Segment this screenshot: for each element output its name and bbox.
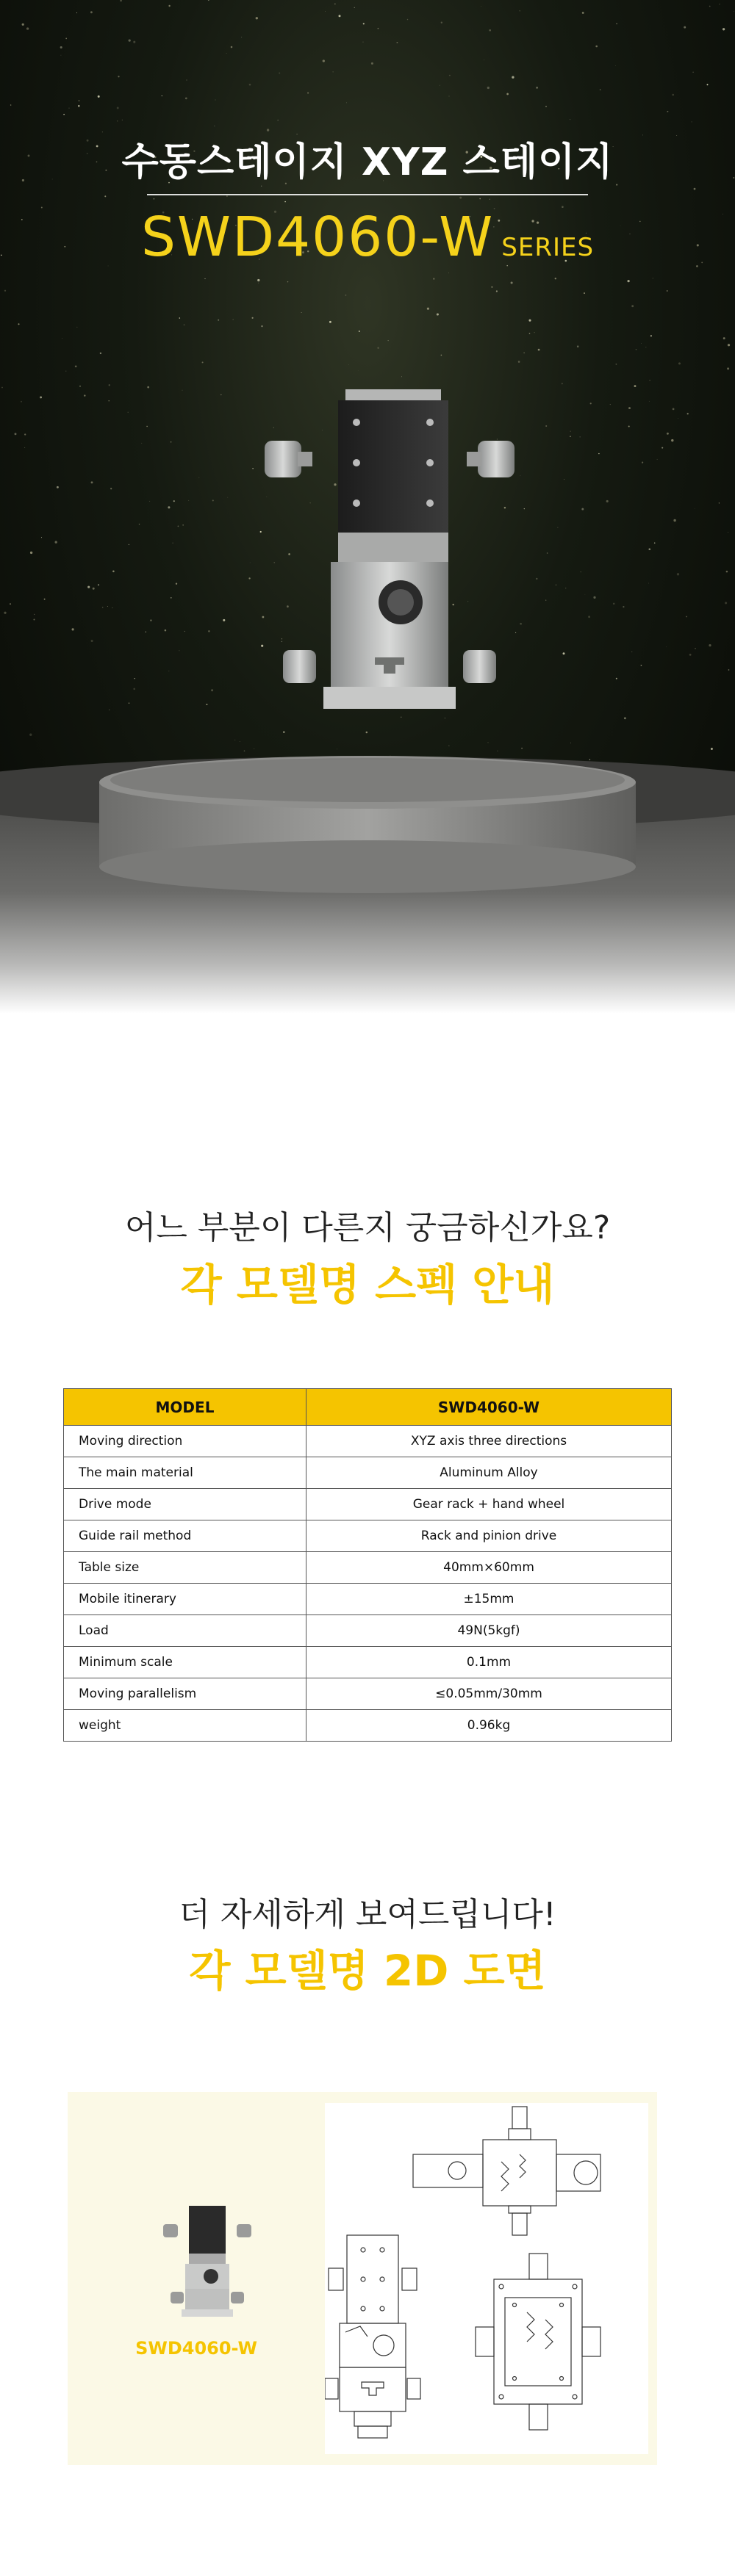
display-pedestal <box>0 749 735 1014</box>
spec-row <box>64 1457 672 1489</box>
spec-row-label: The main material <box>64 1457 306 1489</box>
spec-row <box>64 1489 672 1520</box>
spec-section-subtitle: 어느 부분이 다른지 궁금하신가요? <box>124 1209 611 1246</box>
hero-series-label: SERIES <box>501 233 595 262</box>
spec-row-value: Rack and pinion drive <box>306 1520 672 1552</box>
spec-row <box>64 1584 672 1615</box>
drawing-section-title: 각 모델명 2D 도면 <box>189 1946 546 1996</box>
spec-table <box>63 1388 672 1742</box>
spec-row-label: Table size <box>64 1552 306 1584</box>
spec-row-value: XYZ axis three directions <box>306 1426 672 1457</box>
spec-row <box>64 1520 672 1552</box>
spec-row-value: ≤0.05mm/30mm <box>306 1678 672 1710</box>
spec-row <box>64 1647 672 1678</box>
spec-row-value: Gear rack + hand wheel <box>306 1489 672 1520</box>
spec-section-title: 각 모델명 스펙 안내 <box>180 1260 555 1310</box>
drawing-panel <box>68 2092 657 2465</box>
spec-row-label: Mobile itinerary <box>64 1584 306 1615</box>
spec-row-label: Drive mode <box>64 1489 306 1520</box>
spec-row <box>64 1678 672 1710</box>
spec-row-label: Load <box>64 1615 306 1647</box>
spec-row <box>64 1615 672 1647</box>
xyz-stage-product-image <box>265 367 514 735</box>
spec-row-label: Guide rail method <box>64 1520 306 1552</box>
spec-row-value: 40mm×60mm <box>306 1552 672 1584</box>
spec-row-label: Minimum scale <box>64 1647 306 1678</box>
2d-technical-drawing <box>325 2103 648 2454</box>
spec-header-label: MODEL <box>64 1389 306 1426</box>
spec-table-header <box>64 1389 672 1426</box>
spec-row-value: ±15mm <box>306 1584 672 1615</box>
spec-row-value: 0.96kg <box>306 1710 672 1742</box>
hero-model-code: SWD4060-W <box>140 206 495 269</box>
drawing-model-label: SWD4060-W <box>135 2338 257 2359</box>
spec-row-label: Moving direction <box>64 1426 306 1457</box>
spec-row <box>64 1426 672 1457</box>
spec-row <box>64 1710 672 1742</box>
hero-model-name <box>0 206 735 269</box>
product-thumbnail-image <box>163 2202 251 2320</box>
spec-row-label: Moving parallelism <box>64 1678 306 1710</box>
spec-row-value: 49N(5kgf) <box>306 1615 672 1647</box>
spec-row-value: 0.1mm <box>306 1647 672 1678</box>
spec-row-label: weight <box>64 1710 306 1742</box>
spec-row-value: Aluminum Alloy <box>306 1457 672 1489</box>
hero-divider <box>147 194 588 195</box>
spec-row <box>64 1552 672 1584</box>
spec-header-model: SWD4060-W <box>306 1389 672 1426</box>
hero-title: 수동스테이지 XYZ 스테이지 <box>121 140 614 184</box>
hero-banner <box>0 0 735 1014</box>
drawing-section-subtitle: 더 자세하게 보여드립니다! <box>179 1896 556 1933</box>
